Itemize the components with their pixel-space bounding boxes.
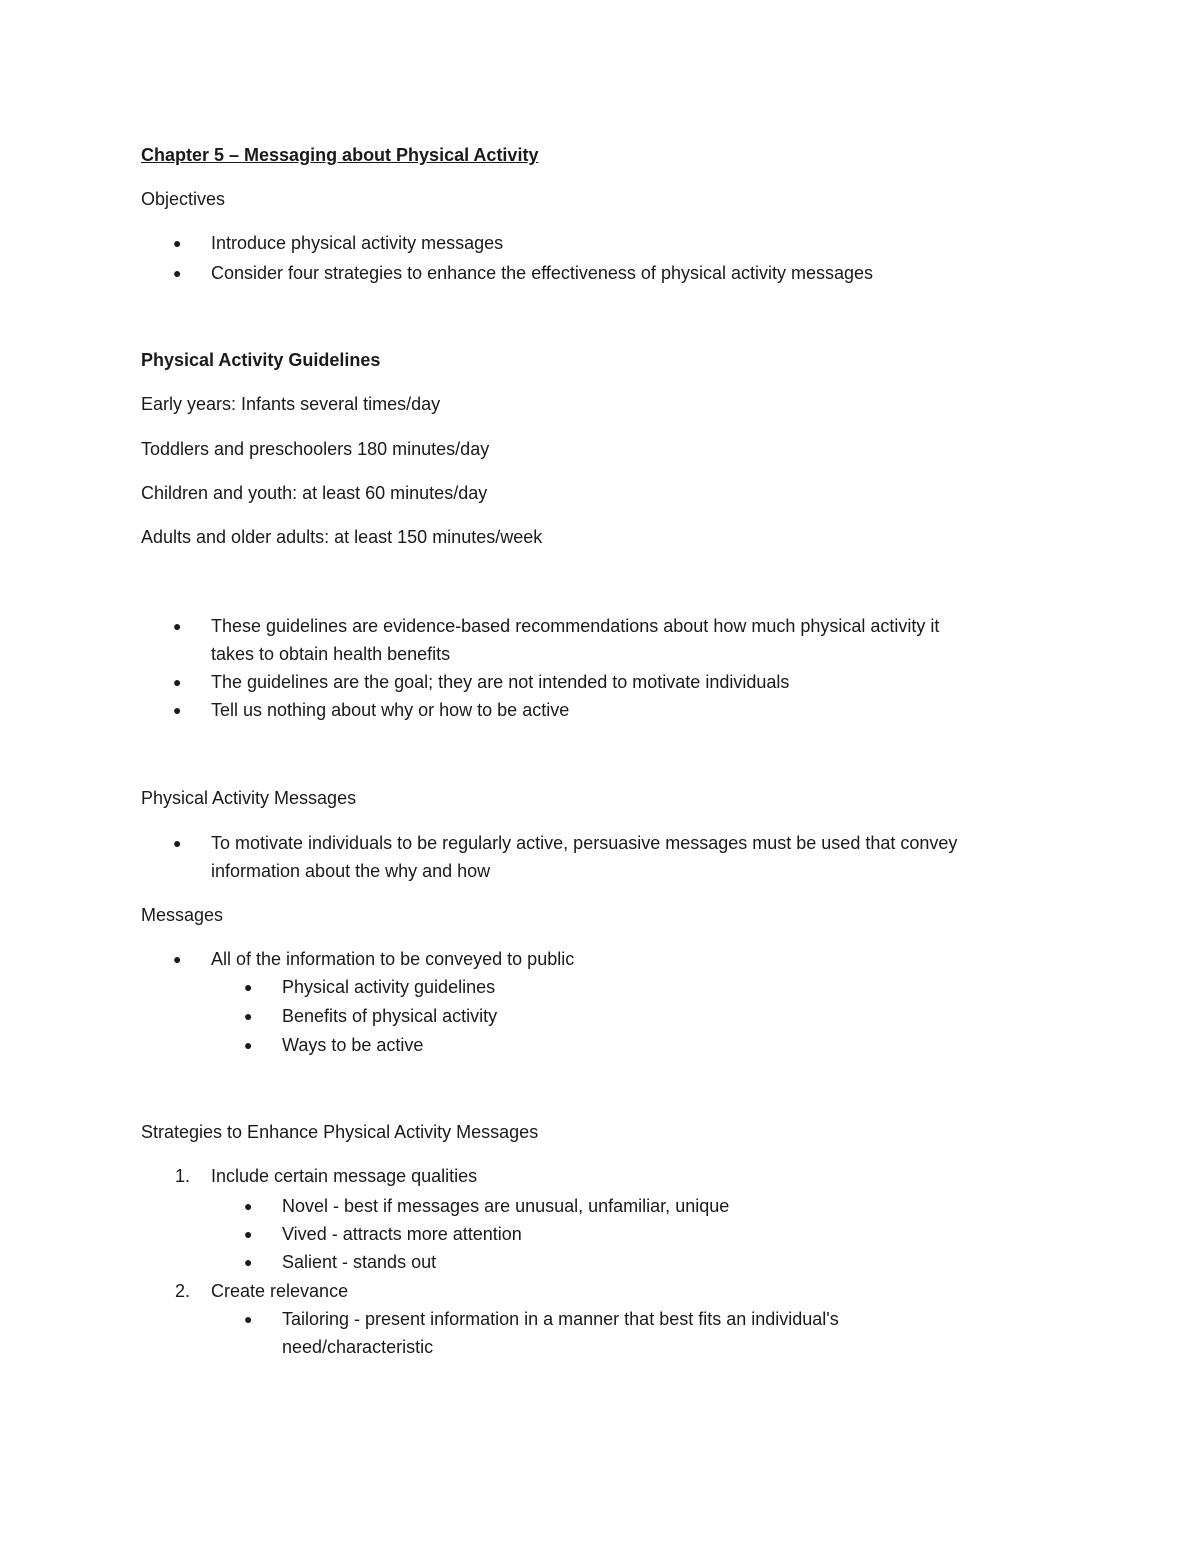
pa-messages-bullet-continuation: information about the why and how <box>211 861 491 881</box>
messages-heading: Messages <box>141 905 224 925</box>
guideline-bullet-continuation: takes to obtain health benefits <box>211 644 451 664</box>
bullet-icon: ● <box>173 835 182 851</box>
strategy-subitem: Salient - stands out <box>282 1252 437 1272</box>
bullet-icon: ● <box>244 1311 253 1327</box>
pa-messages-heading: Physical Activity Messages <box>141 788 357 808</box>
objectives-heading: Objectives <box>141 189 226 209</box>
guideline-bullet: The guidelines are the goal; they are not intended to motivate individuals <box>211 672 790 692</box>
bullet-icon: ● <box>173 235 182 251</box>
guideline-line: Adults and older adults: at least 150 minutes/week <box>141 527 543 547</box>
bullet-icon: ● <box>244 1254 253 1270</box>
strategy-item: Include certain message qualities <box>211 1166 478 1186</box>
bullet-icon: ● <box>244 1008 253 1024</box>
strategy-item: Create relevance <box>211 1281 349 1301</box>
list-number: 1. <box>175 1166 191 1186</box>
guideline-bullet: These guidelines are evidence-based recommendations about how much physical activity it <box>211 616 940 636</box>
strategies-heading: Strategies to Enhance Physical Activity Messages <box>141 1122 539 1142</box>
strategy-subitem: Vived - attracts more attention <box>282 1224 522 1244</box>
guidelines-heading: Physical Activity Guidelines <box>141 350 381 370</box>
messages-item: All of the information to be conveyed to public <box>211 949 575 969</box>
messages-subitem: Physical activity guidelines <box>282 977 496 997</box>
guideline-line: Children and youth: at least 60 minutes/day <box>141 483 488 503</box>
bullet-icon: ● <box>244 1037 253 1053</box>
bullet-icon: ● <box>173 951 182 967</box>
objective-item: Consider four strategies to enhance the effectiveness of physical activity messages <box>211 263 874 283</box>
bullet-icon: ● <box>173 265 182 281</box>
pa-messages-bullet: To motivate individuals to be regularly active, persuasive messages must be used that convey <box>211 833 958 853</box>
strategy-subitem-continuation: need/characteristic <box>282 1337 434 1357</box>
guideline-line: Toddlers and preschoolers 180 minutes/day <box>141 439 490 459</box>
guideline-bullet: Tell us nothing about why or how to be active <box>211 700 570 720</box>
list-number: 2. <box>175 1281 191 1301</box>
bullet-icon: ● <box>173 674 182 690</box>
bullet-icon: ● <box>173 702 182 718</box>
bullet-icon: ● <box>244 1226 253 1242</box>
bullet-icon: ● <box>244 1198 253 1214</box>
strategy-subitem: Novel - best if messages are unusual, unfamiliar, unique <box>282 1196 730 1216</box>
messages-subitem: Ways to be active <box>282 1035 424 1055</box>
guideline-line: Early years: Infants several times/day <box>141 394 441 414</box>
bullet-icon: ● <box>244 979 253 995</box>
bullet-icon: ● <box>173 618 182 634</box>
objective-item: Introduce physical activity messages <box>211 233 504 253</box>
messages-subitem: Benefits of physical activity <box>282 1006 498 1026</box>
strategy-subitem: Tailoring - present information in a manner that best fits an individual's <box>282 1309 839 1329</box>
document-title: Chapter 5 – Messaging about Physical Activity <box>141 145 539 165</box>
